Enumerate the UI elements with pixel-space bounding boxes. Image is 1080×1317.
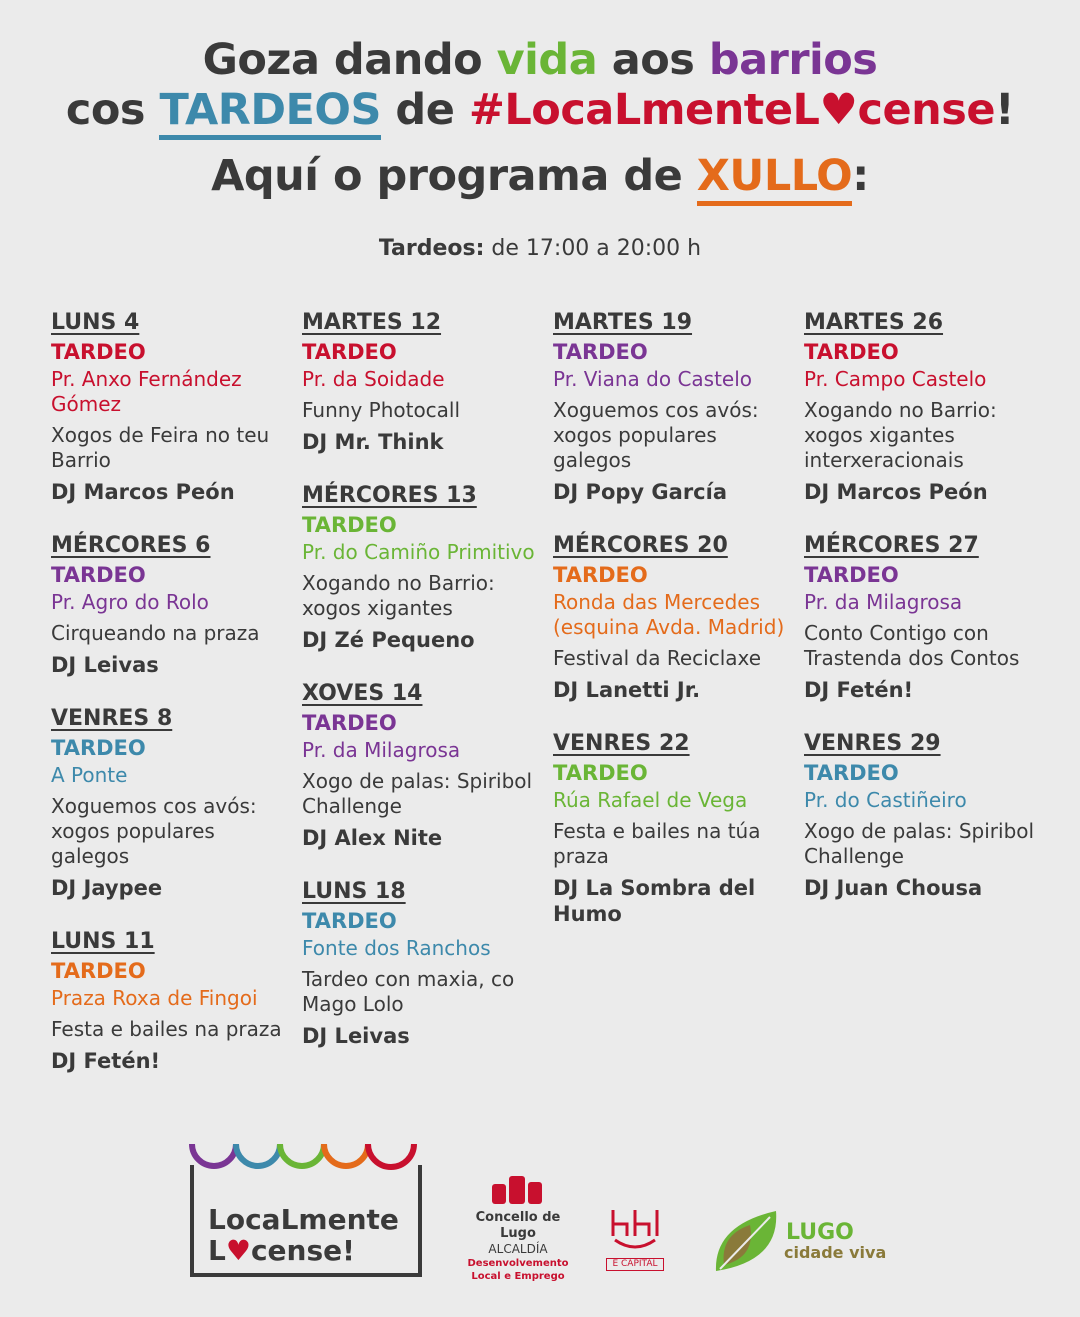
event-dj: DJ Fetén! xyxy=(51,1049,161,1073)
event-activity: Festival da Reciclaxe xyxy=(553,646,762,670)
event-date: MÉRCORES 20 xyxy=(553,533,728,558)
event-dj: DJ Leivas xyxy=(51,653,159,677)
headline-line-3 xyxy=(0,150,1080,202)
event-card xyxy=(804,531,1044,703)
event-type: TARDEO xyxy=(51,736,146,760)
concello-name: Concello de Lugo xyxy=(475,1210,561,1241)
event-activity: Conto Contigo con Trastenda dos Contos xyxy=(804,621,1020,670)
event-date: VENRES 8 xyxy=(51,706,173,731)
event-card xyxy=(302,679,542,851)
event-type: TARDEO xyxy=(302,513,397,537)
event-dj: DJ Popy García xyxy=(553,480,727,504)
event-card xyxy=(51,531,291,678)
event-date: LUNS 18 xyxy=(302,879,406,904)
event-type: TARDEO xyxy=(804,340,899,364)
hashtag-text: #LocaLmenteL xyxy=(468,85,820,135)
event-date: MÉRCORES 27 xyxy=(804,533,979,558)
program-column xyxy=(51,308,291,1100)
hours-text: de 17:00 a 20:00 h xyxy=(484,236,702,261)
event-type: TARDEO xyxy=(553,761,648,785)
event-dj: DJ Jaypee xyxy=(51,876,163,900)
event-activity: Cirqueando na praza xyxy=(51,621,260,645)
ecapital-mark-icon xyxy=(607,1206,663,1252)
event-dj: DJ Marcos Peón xyxy=(51,480,235,504)
event-dj: DJ Lanetti Jr. xyxy=(553,678,701,702)
event-dj: DJ Zé Pequeno xyxy=(302,628,475,652)
headline-text: de xyxy=(380,85,469,135)
concello-sub: ALCALDÍA xyxy=(488,1242,548,1256)
event-date: XOVES 14 xyxy=(302,681,423,706)
ecapital-label: E CAPITAL xyxy=(606,1258,664,1271)
hours-label: Tardeos: xyxy=(378,236,485,261)
event-activity: Xogando no Barrio: xogos xigantes xyxy=(302,571,495,620)
heart-icon: ♥ xyxy=(819,85,858,135)
event-card xyxy=(51,927,291,1074)
event-activity: Xoguemos cos avós: xogos populares galegos xyxy=(553,398,759,472)
event-activity: Festa e bailes na praza xyxy=(51,1017,282,1041)
event-date: VENRES 29 xyxy=(804,731,941,756)
event-date: LUNS 11 xyxy=(51,929,155,954)
lugo-leaf-icon xyxy=(710,1205,782,1277)
event-place: Pr. da Soidade xyxy=(302,367,445,391)
event-activity: Xogo de palas: Spiribol Challenge xyxy=(804,819,1035,868)
event-type: TARDEO xyxy=(302,711,397,735)
event-date: MARTES 26 xyxy=(804,310,944,335)
event-place: Pr. do Camiño Primitivo xyxy=(302,540,535,564)
event-activity: Tardeo con maxia, co Mago Lolo xyxy=(302,967,515,1016)
event-card xyxy=(302,481,542,653)
event-place: Pr. Campo Castelo xyxy=(804,367,987,391)
event-place: Pr. do Castiñeiro xyxy=(804,788,967,812)
event-dj: DJ Leivas xyxy=(302,1024,410,1048)
event-place: Pr. da Milagrosa xyxy=(804,590,963,614)
event-type: TARDEO xyxy=(51,563,146,587)
event-type: TARDEO xyxy=(302,340,397,364)
brand-logo-text xyxy=(208,1204,399,1266)
event-card xyxy=(51,308,291,505)
concello-tower-icon xyxy=(490,1172,546,1206)
event-activity: Xogos de Feira no teu Barrio xyxy=(51,423,270,472)
headline-text: Aquí o programa de xyxy=(211,151,697,201)
event-dj: DJ Juan Chousa xyxy=(804,876,983,900)
brand-line-2: L xyxy=(208,1234,226,1267)
event-card xyxy=(804,308,1044,505)
event-card xyxy=(302,308,542,455)
event-date: MARTES 19 xyxy=(553,310,693,335)
heart-icon: ♥ xyxy=(225,1234,251,1267)
headline-vida: vida xyxy=(496,35,598,85)
event-type: TARDEO xyxy=(804,563,899,587)
concello-dept: Desenvolvemento Local e Emprego xyxy=(467,1258,569,1282)
headline-text: cos xyxy=(65,85,160,135)
event-place: Pr. Viana do Castelo xyxy=(553,367,753,391)
program-column xyxy=(302,308,542,1075)
lugo-sub: cidade viva xyxy=(784,1243,887,1262)
event-type: TARDEO xyxy=(51,959,146,983)
lugo-name: LUGO xyxy=(786,1220,854,1245)
event-dj: DJ Fetén! xyxy=(804,678,914,702)
headline-text: Goza dando xyxy=(202,35,497,85)
event-activity: Xogando no Barrio: xogos xigantes interxeracionais xyxy=(804,398,997,472)
event-place: Pr. Agro do Rolo xyxy=(51,590,209,614)
program-column xyxy=(553,308,793,953)
event-place: Ronda das Mercedes (esquina Avda. Madrid) xyxy=(553,590,785,639)
event-dj: DJ Marcos Peón xyxy=(804,480,988,504)
event-card xyxy=(553,531,793,703)
event-date: LUNS 4 xyxy=(51,310,140,335)
ecapital-logo xyxy=(606,1206,664,1271)
hashtag-text: cense xyxy=(857,85,996,135)
headline-text: aos xyxy=(597,35,709,85)
headline-line-2 xyxy=(0,84,1080,136)
headline-line-1 xyxy=(0,34,1080,86)
headline-text: : xyxy=(852,151,869,201)
event-activity: Xogo de palas: Spiribol Challenge xyxy=(302,769,533,818)
event-dj: DJ La Sombra del Humo xyxy=(553,876,756,926)
event-place: Praza Roxa de Fingoi xyxy=(51,986,258,1010)
event-date: VENRES 22 xyxy=(553,731,690,756)
event-place: Pr. Anxo Fernández Gómez xyxy=(51,367,242,416)
concello-logo xyxy=(456,1172,580,1283)
headline-text: ! xyxy=(995,85,1015,135)
event-type: TARDEO xyxy=(553,340,648,364)
event-card xyxy=(51,704,291,901)
headline-month: XULLO xyxy=(697,151,852,206)
event-dj: DJ Mr. Think xyxy=(302,430,444,454)
hours-line xyxy=(0,236,1080,261)
brand-line-1: LocaLmente xyxy=(208,1203,399,1236)
event-activity: Funny Photocall xyxy=(302,398,461,422)
event-card xyxy=(804,729,1044,901)
event-place: A Ponte xyxy=(51,763,128,787)
event-card xyxy=(553,308,793,505)
event-dj: DJ Alex Nite xyxy=(302,826,443,850)
event-type: TARDEO xyxy=(302,909,397,933)
event-place: Fonte dos Ranchos xyxy=(302,936,491,960)
event-card xyxy=(302,877,542,1049)
event-date: MÉRCORES 13 xyxy=(302,483,477,508)
headline-barrios: barrios xyxy=(708,35,878,85)
event-activity: Festa e bailes na túa praza xyxy=(553,819,761,868)
event-type: TARDEO xyxy=(51,340,146,364)
program-column xyxy=(804,308,1044,927)
headline-tardeos: TARDEOS xyxy=(159,85,380,140)
event-activity: Xoguemos cos avós: xogos populares galegos xyxy=(51,794,257,868)
event-date: MARTES 12 xyxy=(302,310,442,335)
event-card xyxy=(553,729,793,927)
event-type: TARDEO xyxy=(804,761,899,785)
event-place: Pr. da Milagrosa xyxy=(302,738,461,762)
event-date: MÉRCORES 6 xyxy=(51,533,211,558)
event-place: Rúa Rafael de Vega xyxy=(553,788,748,812)
brand-line-2: cense! xyxy=(250,1234,355,1267)
event-type: TARDEO xyxy=(553,563,648,587)
